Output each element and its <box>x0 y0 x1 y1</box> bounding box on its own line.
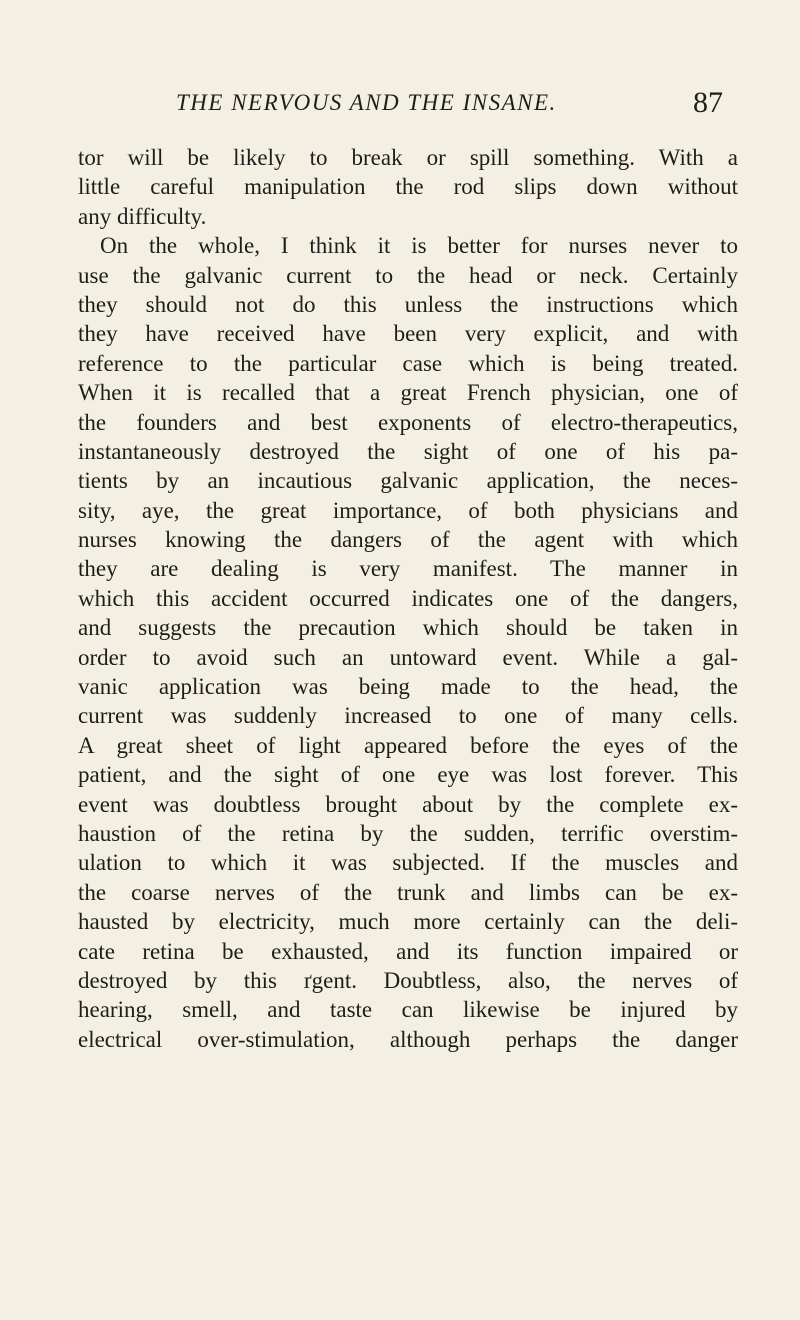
text-line: cate retina be exhausted, and its function impaired or <box>78 938 738 964</box>
paragraph-first-line: On the whole, I think it is better for nurses never to <box>100 233 738 259</box>
text-line: and suggests the precaution which should be taken in <box>78 615 738 641</box>
text-line: which this accident occurred indicates one of the dangers, <box>78 585 738 611</box>
text-line: hearing, smell, and taste can likewise be injured by <box>78 997 738 1023</box>
text-line: haustion of the retina by the sudden, terrific overstim- <box>78 820 738 846</box>
body-text <box>78 143 738 1054</box>
text-line: patient, and the sight of one eye was lost forever. This <box>78 762 738 788</box>
text-line: When it is recalled that a great French physician, one of <box>78 380 738 406</box>
text-line: destroyed by this ґgent. Doubtless, also, the nerves of <box>78 967 738 993</box>
text-line: the founders and best exponents of electro-therapeutics, <box>78 409 738 435</box>
text-line: the coarse nerves of the trunk and limbs can be ex- <box>78 879 738 905</box>
text-line: sity, aye, the great importance, of both physicians and <box>78 497 738 523</box>
text-line: little careful manipulation the rod slips down without <box>78 174 738 200</box>
text-line: they should not do this unless the instructions which <box>78 291 738 317</box>
text-line: they are dealing is very manifest. The manner in <box>78 556 738 582</box>
page-number: 87 <box>693 86 723 119</box>
text-line: A great sheet of light appeared before the eyes of the <box>78 732 738 758</box>
text-line: tor will be likely to break or spill something. With a <box>78 145 738 170</box>
text-line: any difficulty. <box>78 203 207 229</box>
running-title: THE NERVOUS AND THE INSANE. <box>176 90 557 115</box>
text-line: vanic application was being made to the head, the <box>78 674 738 700</box>
text-line: hausted by electricity, much more certainly can the deli- <box>78 909 738 935</box>
text-line: nurses knowing the dangers of the agent with which <box>78 527 738 553</box>
text-line: electrical over-stimulation, although perhaps the danger <box>78 1026 738 1052</box>
text-line: use the galvanic current to the head or neck. Certainly <box>78 262 738 288</box>
running-header <box>0 86 800 120</box>
text-line: order to avoid such an untoward event. While a gal- <box>78 644 738 670</box>
text-line: event was doubtless brought about by the complete ex- <box>78 791 738 817</box>
text-line: tients by an incautious galvanic application, the neces- <box>78 468 738 494</box>
text-line: reference to the particular case which is being treated. <box>78 350 738 376</box>
text-line: ulation to which it was subjected. If the muscles and <box>78 850 738 876</box>
text-line: instantaneously destroyed the sight of one of his pa- <box>78 438 738 464</box>
text-line: they have received have been very explicit, and with <box>78 321 738 347</box>
text-line: current was suddenly increased to one of many cells. <box>78 703 738 729</box>
